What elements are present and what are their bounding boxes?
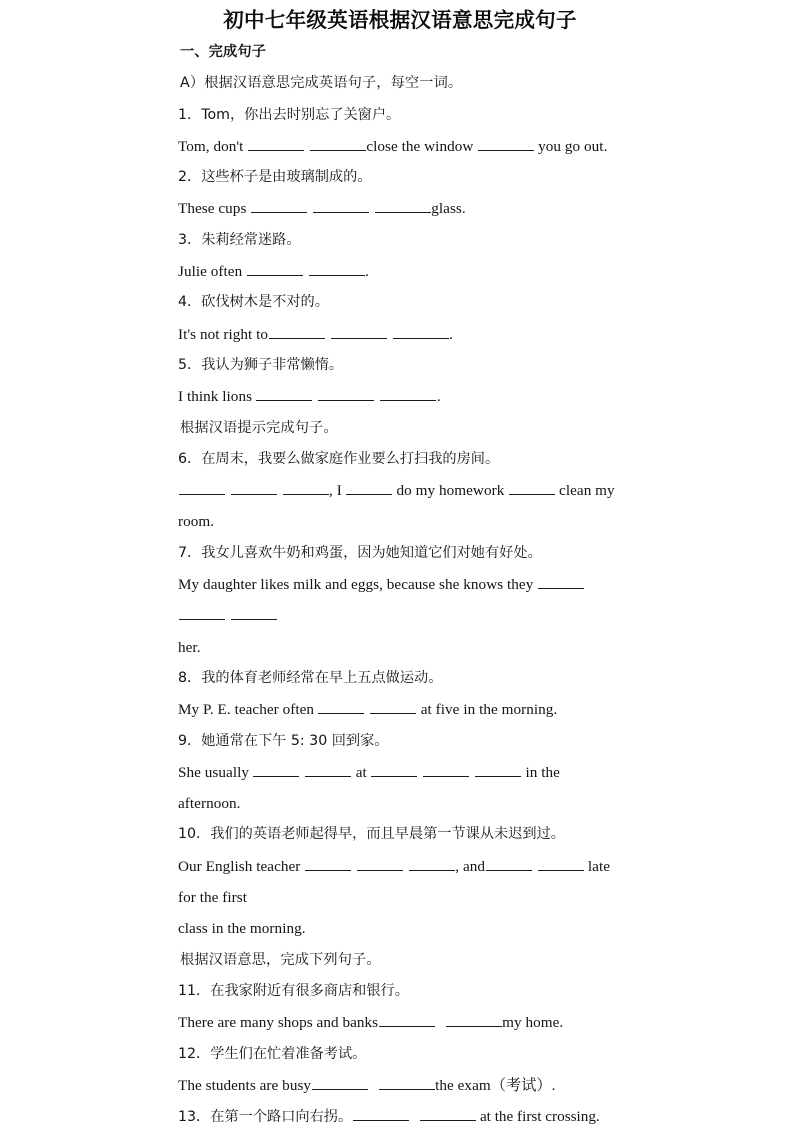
question-1-answer [178, 131, 622, 162]
answer-text: Tom, don't [178, 137, 248, 155]
question-12-answer [178, 1070, 622, 1101]
answer-text: at five in the morning. [416, 701, 558, 719]
question-13-text: 在第一个路口向右拐。 [210, 1109, 353, 1126]
answer-blank[interactable] [331, 324, 387, 339]
answer-text: . [436, 388, 441, 406]
question-4-number: 4． [178, 294, 202, 311]
question-3-answer [178, 256, 622, 287]
question-3-text: 朱莉经常迷路。 [201, 231, 301, 248]
question-5-prompt [178, 350, 622, 381]
question-2-text: 这些杯子是由玻璃制成的。 [201, 169, 372, 186]
answer-text: My daughter likes milk and eggs, because she knows they [178, 576, 538, 594]
answer-blank[interactable] [379, 1012, 435, 1027]
question-9-number: 9． [178, 732, 202, 749]
answer-text: , and [455, 857, 486, 875]
question-12-number: 12． [178, 1045, 211, 1062]
answer-blank[interactable] [538, 574, 584, 589]
answer-text: These cups [178, 200, 251, 218]
answer-text: glass. [431, 200, 466, 218]
question-1-prompt [178, 100, 622, 131]
question-7-number: 7． [178, 544, 202, 561]
answer-blank[interactable] [380, 386, 436, 401]
answer-blank[interactable] [486, 856, 532, 871]
answer-blank[interactable] [379, 1075, 435, 1090]
answer-text: . [365, 263, 369, 281]
answer-text: late for the first [178, 857, 614, 907]
question-5-answer [178, 381, 622, 412]
answer-blank[interactable] [248, 136, 304, 151]
answer-text: There are many shops and banks [178, 1014, 379, 1032]
answer-blank[interactable] [309, 261, 365, 276]
answer-text: It's not right to [178, 325, 269, 343]
answer-blank[interactable] [179, 605, 225, 620]
question-13-number: 13． [178, 1109, 211, 1126]
question-10-answer-wrap: class in the morning. [178, 920, 306, 938]
question-6-text: 在周末，我要么做家庭作业要么打扫我的房间。 [201, 450, 500, 467]
answer-text: I think lions [178, 388, 256, 406]
answer-text: you go out. [534, 137, 608, 155]
answer-text: my home. [502, 1014, 564, 1032]
answer-blank[interactable] [318, 386, 374, 401]
question-13-prompt [178, 1101, 622, 1133]
question-12-text: 学生们在忙着准备考试。 [210, 1045, 367, 1062]
question-2-number: 2． [178, 169, 202, 186]
answer-text: Our English teacher [178, 857, 305, 875]
answer-blank[interactable] [318, 699, 364, 714]
question-7-prompt [178, 538, 622, 569]
answer-blank[interactable] [269, 324, 325, 339]
question-3-prompt [178, 225, 622, 256]
question-1-number: 1． [178, 106, 202, 123]
answer-blank[interactable] [247, 261, 303, 276]
question-8-number: 8． [178, 669, 202, 686]
answer-blank[interactable] [409, 856, 455, 871]
answer-text: Julie often [178, 263, 247, 281]
question-9-text: 她通常在下午 5: 30 回到家。 [201, 732, 389, 749]
answer-blank[interactable] [478, 136, 534, 151]
document-content [178, 6, 622, 1133]
answer-blank[interactable] [509, 480, 555, 495]
answer-text: the exam（考试）. [435, 1076, 556, 1094]
answer-blank[interactable] [538, 856, 584, 871]
question-5-number: 5． [178, 356, 202, 373]
answer-blank[interactable] [231, 480, 277, 495]
answer-text: , I [329, 482, 346, 500]
answer-text: in the afternoon. [178, 763, 564, 813]
answer-text: clean my room. [178, 482, 619, 531]
question-2-prompt [178, 162, 622, 193]
question-10-prompt [178, 819, 622, 850]
question-2-answer [178, 193, 622, 224]
answer-blank[interactable] [370, 699, 416, 714]
answer-blank[interactable] [313, 199, 369, 214]
instruction-a: A）根据汉语意思完成英语句子，每空一词。 [180, 75, 463, 92]
answer-blank[interactable] [446, 1012, 502, 1027]
question-12-prompt [178, 1039, 622, 1070]
question-7-answer-wrap: her. [178, 638, 201, 656]
answer-blank[interactable] [357, 856, 403, 871]
answer-blank[interactable] [179, 480, 225, 495]
answer-blank[interactable] [346, 480, 392, 495]
answer-blank[interactable] [312, 1075, 368, 1090]
question-11-text: 在我家附近有很多商店和银行。 [210, 982, 409, 999]
question-11-number: 11． [178, 982, 211, 999]
answer-blank[interactable] [283, 480, 329, 495]
answer-blank[interactable] [231, 605, 277, 620]
question-6-prompt [178, 444, 622, 475]
question-1-text: Tom，你出去时别忘了关窗户。 [201, 106, 401, 123]
answer-text: do my homework [392, 482, 509, 500]
question-8-prompt [178, 663, 622, 694]
answer-blank[interactable] [253, 762, 299, 777]
answer-blank[interactable] [375, 199, 431, 214]
instruction-b: 根据汉语提示完成句子。 [180, 419, 338, 436]
question-4-text: 砍伐树木是不对的。 [201, 294, 329, 311]
answer-text: at the first crossing. [476, 1108, 600, 1126]
question-10-number: 10． [178, 826, 211, 843]
question-3-number: 3． [178, 231, 202, 248]
answer-text: She usually [178, 763, 253, 781]
question-11-prompt [178, 976, 622, 1007]
answer-blank[interactable] [475, 762, 521, 777]
answer-text: at [351, 763, 371, 781]
answer-text: close the window [366, 137, 478, 155]
answer-text: . [449, 325, 453, 343]
question-7-text: 我女儿喜欢牛奶和鸡蛋，因为她知道它们对她有好处。 [201, 544, 542, 561]
answer-blank[interactable] [251, 199, 307, 214]
section-heading: 一、完成句子 [180, 44, 267, 60]
answer-blank[interactable] [371, 762, 417, 777]
answer-blank[interactable] [393, 324, 449, 339]
answer-blank[interactable] [310, 136, 366, 151]
question-11-answer [178, 1007, 622, 1038]
answer-blank[interactable] [420, 1106, 476, 1121]
question-6-answer [178, 475, 622, 538]
question-9-answer [178, 757, 622, 820]
instruction-c: 根据汉语意思，完成下列句子。 [180, 951, 381, 968]
answer-blank[interactable] [256, 386, 312, 401]
question-10-answer [178, 851, 622, 914]
answer-text: My P. E. teacher often [178, 701, 318, 719]
question-10-text: 我们的英语老师起得早，而且早晨第一节课从未迟到过。 [210, 826, 565, 843]
question-8-text: 我的体育老师经常在早上五点做运动。 [201, 669, 443, 686]
page-title: 初中七年级英语根据汉语意思完成句子 [223, 8, 577, 32]
answer-blank[interactable] [353, 1106, 409, 1121]
question-8-answer [178, 694, 622, 725]
question-5-text: 我认为狮子非常懒惰。 [201, 356, 344, 373]
question-4-prompt [178, 287, 622, 318]
question-4-answer [178, 319, 622, 350]
question-7-answer [178, 569, 622, 632]
answer-blank[interactable] [305, 762, 351, 777]
answer-blank[interactable] [423, 762, 469, 777]
question-9-prompt [178, 726, 622, 757]
answer-text: The students are busy [178, 1076, 312, 1094]
question-6-number: 6． [178, 450, 202, 467]
answer-blank[interactable] [305, 856, 351, 871]
